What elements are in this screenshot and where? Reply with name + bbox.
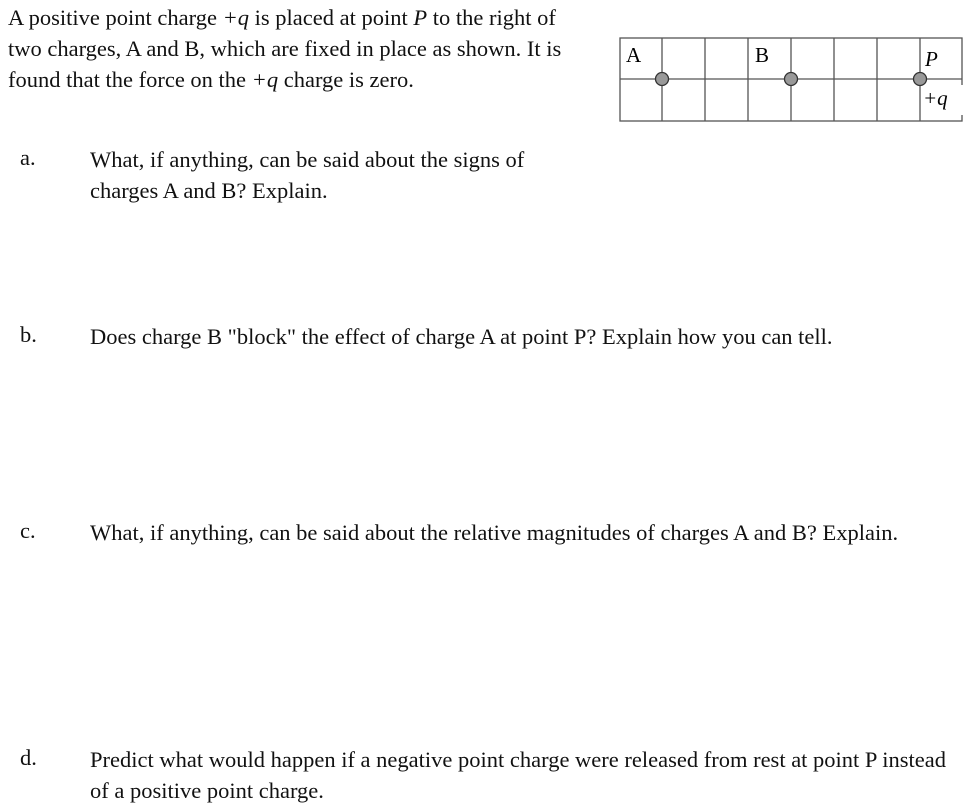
test-charge-label: +q bbox=[923, 86, 948, 110]
charge-b-dot bbox=[785, 73, 798, 86]
question-b-text: Does charge B "block" the effect of charge A at point P? Explain how you can tell. bbox=[90, 324, 833, 349]
question-a-text: What, if anything, can be said about the signs of charges A and B? Explain. bbox=[90, 147, 525, 203]
intro-text-2: is placed at point bbox=[249, 5, 414, 30]
test-charge-dot bbox=[914, 73, 927, 86]
charge-a-dot bbox=[656, 73, 669, 86]
question-b-label: b. bbox=[20, 322, 37, 347]
question-a-label: a. bbox=[20, 145, 36, 170]
charge-b-label: B bbox=[755, 43, 770, 67]
intro-text-4: charge is zero. bbox=[278, 67, 414, 92]
question-d-label: d. bbox=[20, 745, 37, 770]
charge-a-label: A bbox=[626, 43, 642, 67]
question-d-text: Predict what would happen if a negative point charge were released from rest at point P instead of a positive point charge. bbox=[90, 747, 946, 803]
intro-var-q: +q bbox=[222, 5, 249, 30]
intro-text-1: A positive point charge bbox=[8, 5, 223, 30]
point-p-label: P bbox=[925, 47, 938, 71]
intro-var-p: P bbox=[413, 5, 428, 30]
problem-statement bbox=[8, 2, 578, 95]
intro-var-q-2: +q bbox=[251, 67, 279, 92]
intro-text-3: to the right of two charges, A and B, which are fixed in place as shown. It is found that the force on the bbox=[8, 5, 562, 92]
charge-grid-svg bbox=[618, 36, 964, 124]
question-c-text: What, if anything, can be said about the relative magnitudes of charges A and B? Explain. bbox=[90, 520, 899, 545]
charge-grid-figure bbox=[618, 36, 964, 124]
question-c-label: c. bbox=[20, 518, 36, 543]
